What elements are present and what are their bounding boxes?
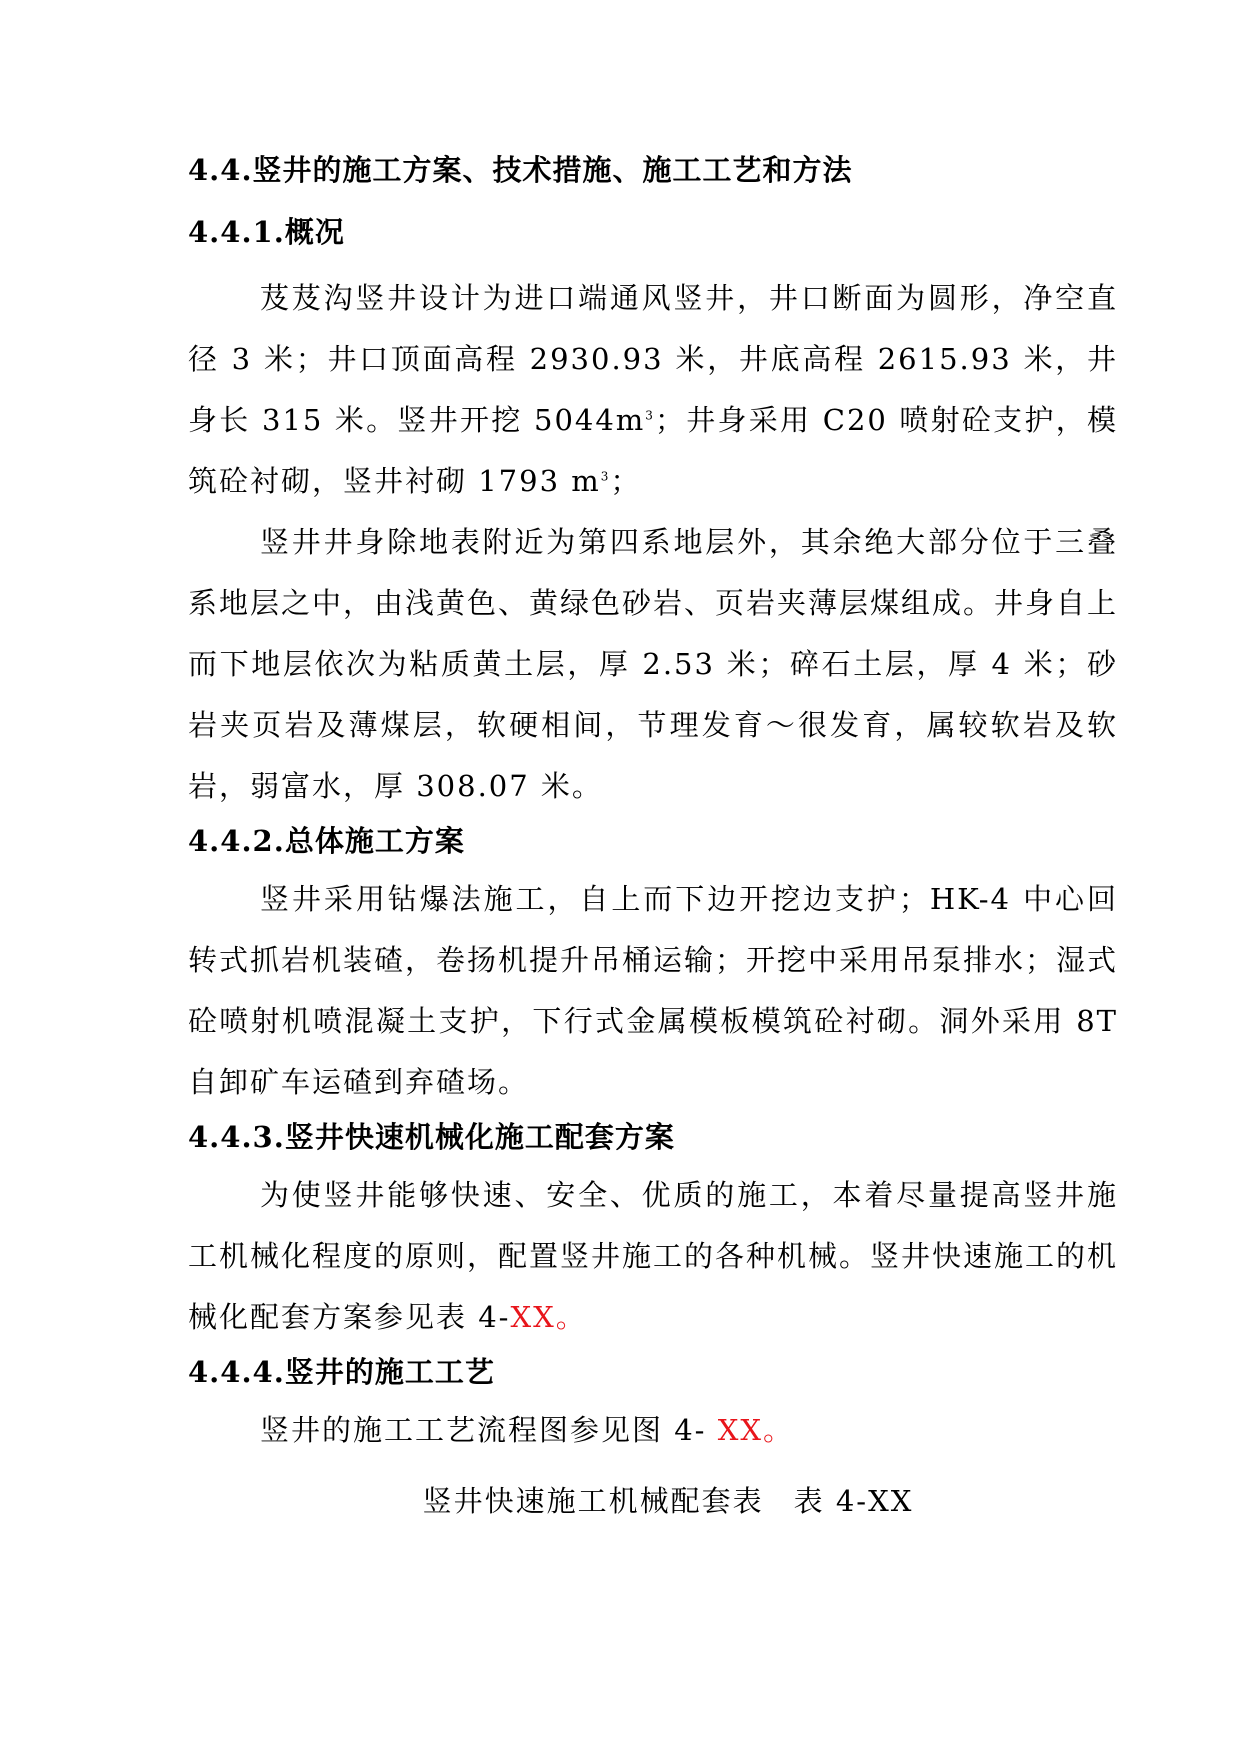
section-heading-4-4-3: 4.4.3.竖井快速机械化施工配套方案 [188, 1120, 675, 1154]
overview-text-b: ；井身采用 C20 喷射砼支护，模筑砼衬砌，竖井衬砌 1793 m [188, 403, 1118, 498]
process-text-a: 竖井的施工工艺流程图参见图 4- [260, 1413, 718, 1447]
figure-ref-placeholder: XX [717, 1413, 763, 1447]
process-paragraph [188, 1400, 1118, 1461]
table-ref-placeholder: XX [510, 1300, 556, 1334]
section-heading-4-4-1: 4.4.1.概况 [188, 215, 345, 249]
document-page [188, 150, 1118, 1521]
overview-paragraph-2: 竖井井身除地表附近为第四系地层外，其余绝大部分位于三叠系地层之中，由浅黄色、黄绿色砂岩、页岩夹薄层煤组成。井身自上而下地层依次为粘质黄土层，厚 2.53 米；碎石土层，厚 4 米；砂岩夹页岩及薄煤层，软硬相间，节理发育～很发育，属较软岩及软岩，弱富水，厚 308.07 米。 [188, 525, 1119, 803]
table-ref-period: 。 [555, 1300, 587, 1334]
cubic-superscript-1: 3 [645, 408, 655, 423]
figure-ref-period: 。 [762, 1413, 794, 1447]
mechanization-paragraph [188, 1165, 1118, 1348]
overview-text-a: 芨芨沟竖井设计为进口端通风竖井，井口断面为圆形，净空直径 3 米；井口顶面高程 2930.93 米，井底高程 2615.93 米，井身长 315 米。竖井开挖 5044m [188, 281, 1118, 437]
mechanization-text-a: 为使竖井能够快速、安全、优质的施工，本着尽量提高竖井施工机械化程度的原则，配置竖井施工的各种机械。竖井快速施工的机械化配套方案参见表 4- [188, 1178, 1119, 1334]
section-heading-4-4: 4.4.竖井的施工方案、技术措施、施工工艺和方法 [188, 153, 853, 187]
overview-text-c: ； [610, 464, 642, 498]
table-caption-number: 表 4-XX [793, 1484, 914, 1518]
overview-paragraph-1 [188, 268, 1118, 512]
overall-plan-paragraph: 竖井采用钻爆法施工，自上而下边开挖边支护；HK-4 中心回转式抓岩机装碴，卷扬机提升吊桶运输；开挖中采用吊泵排水；湿式砼喷射机喷混凝土支护，下行式金属模板模筑砼衬砌。洞外采用 8T 自卸矿车运碴到弃碴场。 [188, 882, 1119, 1099]
table-caption [188, 1481, 1118, 1521]
table-caption-title: 竖井快速施工机械配套表 [422, 1484, 764, 1518]
cubic-superscript-2: 3 [600, 469, 611, 484]
section-heading-4-4-2: 4.4.2.总体施工方案 [188, 824, 465, 858]
section-heading-4-4-4: 4.4.4.竖井的施工工艺 [188, 1355, 495, 1389]
